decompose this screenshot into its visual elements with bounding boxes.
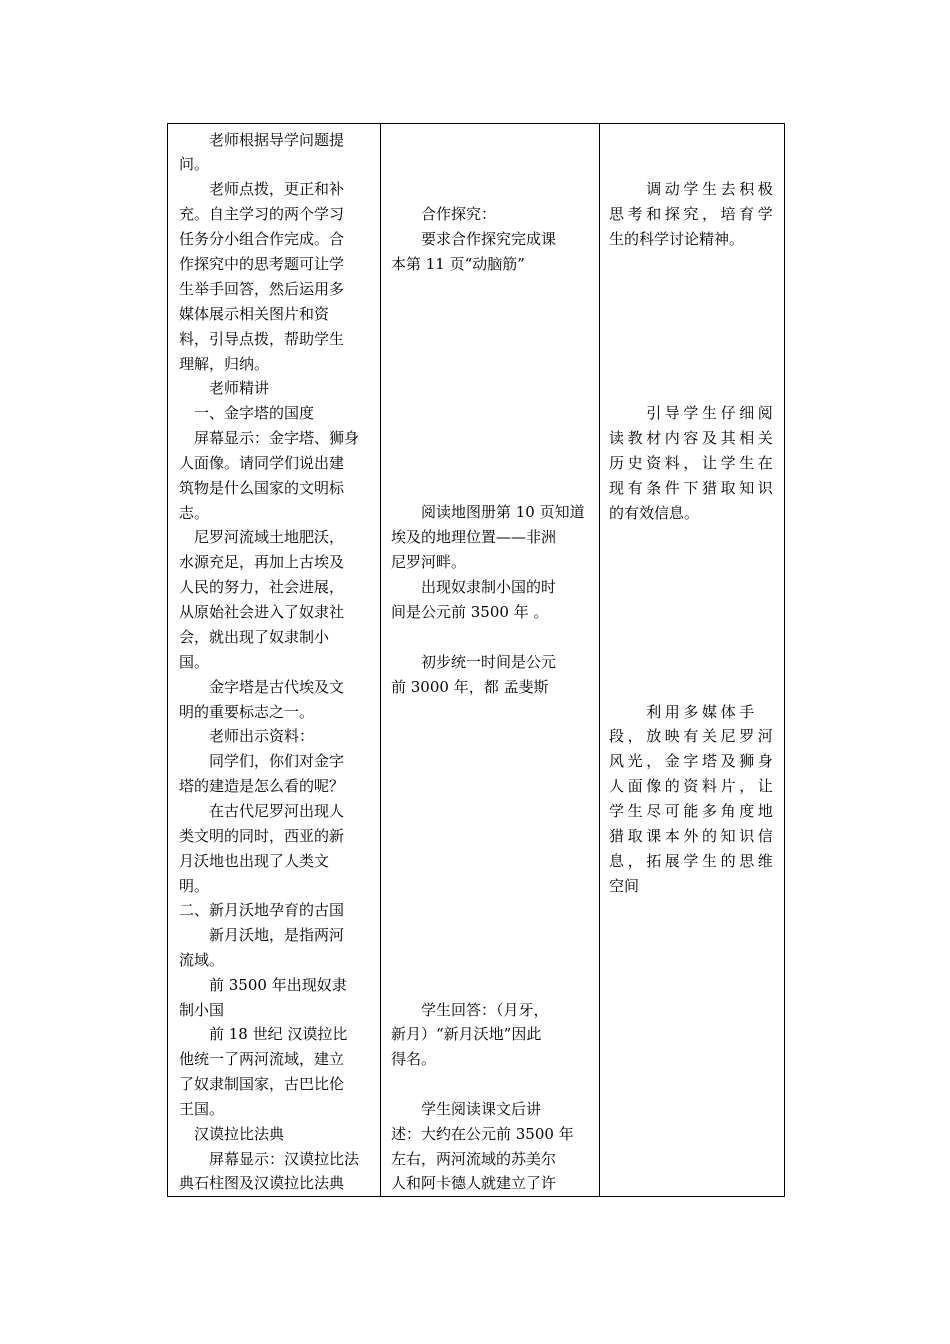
- design-intent-text: [600, 124, 784, 1196]
- text-line: 思考和探究，培育学: [609, 205, 777, 223]
- text-line: 读教材内容及其相关: [609, 429, 777, 447]
- text-line: 猎取课本外的知识信: [609, 827, 777, 845]
- text-line: 现有条件下猎取知识: [609, 479, 777, 497]
- text-line: 类文明的同时，西亚的新: [179, 827, 345, 845]
- text-line: 老师精讲: [179, 379, 270, 397]
- text-line: 任务分小组合作完成。合: [179, 230, 345, 248]
- text-line: 前 3500 年出现奴隶: [179, 976, 347, 994]
- text-line: 得名。: [391, 1050, 437, 1068]
- text-line: 生举手回答，然后运用多: [179, 280, 345, 298]
- text-line: 学生阅读课文后讲: [391, 1100, 542, 1118]
- text-line: 月沃地也出现了人类文: [179, 852, 330, 870]
- text-line: 述：大约在公元前 3500 年: [391, 1125, 574, 1143]
- text-line: 新月）“新月沃地”因此: [391, 1025, 542, 1043]
- text-line: 媒体展示相关图片和资: [179, 305, 330, 323]
- text-line: 问。: [179, 155, 210, 173]
- text-line: 的有效信息。: [609, 504, 700, 522]
- text-line: 人面像的资料片，让: [609, 777, 777, 795]
- text-line: 作探究中的思考题可让学: [179, 255, 345, 273]
- text-line: 老师根据导学问题提: [179, 131, 345, 149]
- text-line: 前 18 世纪 汉谟拉比: [179, 1025, 348, 1043]
- text-line: 国。: [179, 653, 210, 671]
- text-line: 了奴隶制国家，古巴比伦: [179, 1075, 345, 1093]
- text-line: 间是公元前 3500 年 。: [391, 603, 549, 621]
- text-line: 学生尽可能多角度地: [609, 802, 777, 820]
- text-line: 一、金字塔的国度: [179, 404, 315, 422]
- text-line: 塔的建造是怎么看的呢？: [179, 777, 345, 795]
- text-line: 新月沃地，是指两河: [179, 926, 345, 944]
- text-line: 明。: [179, 877, 210, 895]
- teacher-activity-text: [168, 124, 380, 1196]
- text-line: 空间: [609, 877, 640, 895]
- text-line: 人和阿卡德人就建立了许: [391, 1174, 557, 1192]
- text-line: 尼罗河流域土地肥沃，: [179, 528, 345, 546]
- text-line: 左右，两河流域的苏美尔: [391, 1150, 557, 1168]
- text-line: 合作探究：: [391, 205, 497, 223]
- text-line: 王国。: [179, 1100, 225, 1118]
- text-line: 筑物是什么国家的文明标: [179, 479, 345, 497]
- text-line: 志。: [179, 504, 210, 522]
- text-line: 屏幕显示：金字塔、狮身: [179, 429, 360, 447]
- student-activity-text: [381, 124, 599, 1196]
- text-line: 出现奴隶制小国的时: [391, 578, 557, 596]
- text-line: 学生回答：（月牙，: [391, 1001, 549, 1019]
- design-intent-cell: [600, 124, 785, 1197]
- text-line: 同学们，你们对金字: [179, 752, 345, 770]
- student-activity-cell: [381, 124, 600, 1197]
- text-line: 利用多媒体手: [609, 703, 758, 721]
- text-line: 埃及的地理位置——非洲: [391, 528, 557, 546]
- text-line: 生的科学讨论精神。: [609, 230, 745, 248]
- text-line: 初步统一时间是公元: [391, 653, 557, 671]
- text-line: 明的重要标志之一。: [179, 703, 315, 721]
- text-line: 流域。: [179, 951, 225, 969]
- lesson-plan-table: [167, 123, 785, 1197]
- text-line: 充。自主学习的两个学习: [179, 205, 345, 223]
- text-line: 本第 11 页“动脑筋”: [391, 255, 525, 273]
- text-line: 他统一了两河流域，建立: [179, 1050, 345, 1068]
- text-line: 金字塔是古代埃及文: [179, 678, 345, 696]
- text-line: 料，引导点拨，帮助学生: [179, 330, 345, 348]
- text-line: 段，放映有关尼罗河: [609, 727, 777, 745]
- text-line: 前 3000 年，都 孟斐斯: [391, 678, 549, 696]
- text-line: 风光，金字塔及狮身: [609, 752, 777, 770]
- text-line: 屏幕显示：汉谟拉比法: [179, 1150, 360, 1168]
- text-line: 要求合作探究完成课: [391, 230, 557, 248]
- text-line: 调动学生去积极: [609, 180, 777, 198]
- text-line: 汉谟拉比法典: [179, 1125, 285, 1143]
- text-line: 阅读地图册第 10 页知道: [391, 503, 585, 521]
- text-line: 引导学生仔细阅: [609, 404, 777, 422]
- text-line: 二、新月沃地孕育的古国: [179, 901, 345, 919]
- text-line: 水源充足，再加上古埃及: [179, 553, 345, 571]
- text-line: 理解，归纳。: [179, 355, 270, 373]
- text-line: 息，拓展学生的思维: [609, 852, 777, 870]
- teacher-activity-cell: [168, 124, 381, 1197]
- text-line: 人民的努力，社会进展，: [179, 578, 345, 596]
- text-line: 老师点拨，更正和补: [179, 180, 345, 198]
- text-line: 历史资料，让学生在: [609, 454, 777, 472]
- text-line: 从原始社会进入了奴隶社: [179, 603, 345, 621]
- table-row: [168, 124, 785, 1197]
- text-line: 典石柱图及汉谟拉比法典: [179, 1174, 345, 1192]
- text-line: 人面像。请同学们说出建: [179, 454, 345, 472]
- text-line: 老师出示资料：: [179, 727, 315, 745]
- text-line: 尼罗河畔。: [391, 553, 467, 571]
- text-line: 在古代尼罗河出现人: [179, 802, 345, 820]
- text-line: 制小国: [179, 1001, 225, 1019]
- text-line: 会，就出现了奴隶制小: [179, 628, 330, 646]
